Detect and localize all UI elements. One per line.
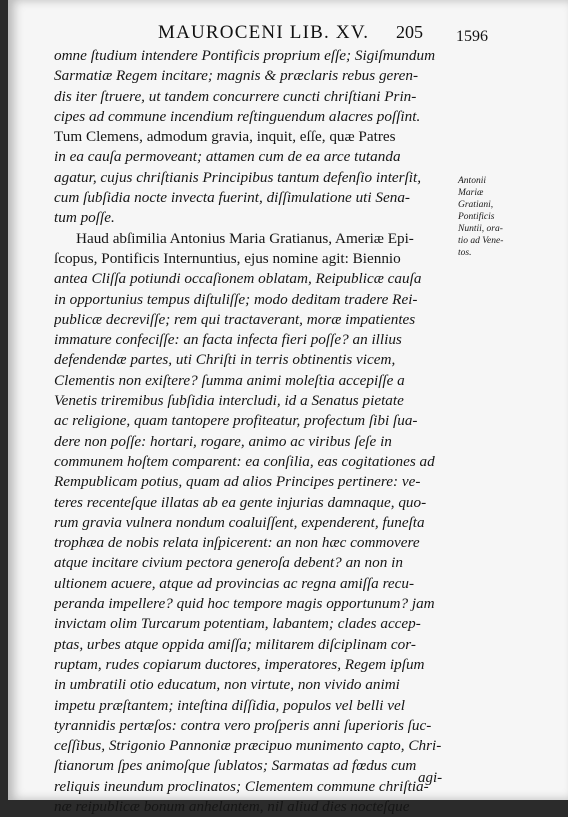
book-page bbox=[8, 0, 568, 815]
text-line: teres recenteſque illatas ab ea gente injurias damnaque, quo- bbox=[54, 493, 427, 511]
text-line: dis iter ſtruere, ut tandem concurrere cuncti chriſtiani Prin- bbox=[54, 87, 417, 105]
text-line: peranda impellere? quid hoc tempore magis opportunum? jam bbox=[54, 595, 435, 613]
text-line: tum poſſe. bbox=[54, 209, 115, 227]
text-line: ac religione, quam tantopere profiteatur, profectum ſibi ſua- bbox=[54, 412, 418, 430]
text-line: omne ſtudium intendere Pontificis proprium eſſe; Sigiſmundum bbox=[54, 47, 436, 64]
text-line: in opportunius tempus diſtuliſſe; modo deditam tradere Rei- bbox=[54, 290, 418, 308]
text-line: agatur, cujus chriſtianis Principibus tantum defenſio interſit, bbox=[54, 168, 422, 186]
text-line: trophæa de nobis relata inſpicerent: an non hæc commovere bbox=[54, 534, 420, 552]
catchword: agi- bbox=[418, 770, 443, 786]
margin-note-line: Nuntii, ora- bbox=[458, 224, 503, 234]
text-line: dere non poſſe: hortari, rogare, animo ac viribus ſeſe in bbox=[54, 432, 392, 450]
text-line: defendendæ partes, uti Chriſti in terris obtinentis vicem, bbox=[54, 351, 396, 369]
margin-note-line: tio ad Vene- bbox=[458, 236, 504, 246]
text-line: Tum Clemens, admodum gravia, inquit, eſſe, quæ Patres bbox=[54, 128, 396, 146]
text-line: atque incitare civium pectora generoſa debent? an non in bbox=[54, 554, 403, 572]
text-line: in umbratili otio educatum, non virtute, non vivido animi bbox=[54, 676, 400, 694]
running-head: MAUROCENI LIB. XV. bbox=[158, 22, 370, 43]
text-line: impetu præſtantem; inteſtina diſſidia, populos vel belli vel bbox=[54, 696, 405, 714]
text-line: rum gravia vulnera nondum coaluiſſent, expenderent, funeſta bbox=[54, 513, 425, 531]
text-line: ptas, urbes atque oppida amiſſa; militarem diſciplinam cor- bbox=[54, 635, 416, 653]
text-line: communem hoſtem comparent: ea conſilia, eas cogitationes ad bbox=[54, 452, 435, 470]
text-line: antea Cliſſa potiundi occaſionem oblatam, Reipublicæ cauſa bbox=[54, 270, 422, 288]
text-line: ruptam, rudes copiarum ductores, imperatores, Regem ipſum bbox=[54, 655, 425, 673]
text-line: Sarmatiæ Regem incitare; magnis & præclaris rebus geren- bbox=[54, 67, 419, 85]
text-line: Haud abſimilia Antonius Maria Gratianus, Ameriæ Epi- bbox=[76, 229, 414, 247]
text-line: ſcopus, Pontificis Internuntius, ejus nomine agit: Biennio bbox=[54, 249, 401, 267]
margin-note-line: Mariæ bbox=[458, 188, 484, 198]
margin-note bbox=[458, 175, 528, 259]
text-line: næ reipublicæ bonum anhelantem, nil aliud dies nocteſque bbox=[54, 797, 410, 815]
margin-note-line: tos. bbox=[458, 248, 472, 258]
margin-note-line: Gratiani, bbox=[458, 200, 494, 210]
main-text-block bbox=[54, 46, 452, 817]
text-line: immature confeciſſe: an facta infecta fieri poſſe? an illius bbox=[54, 331, 402, 349]
text-line: ſtianorum ſpes animoſque ſublatos; Sarmatas ad fœdus cum bbox=[54, 757, 417, 775]
text-line: Venetis triremibus ſubſidia intercludi, id a Senatus pietate bbox=[54, 392, 404, 410]
text-line: cipes ad commune incendium reſtinguendum alacres poſſint. bbox=[54, 107, 421, 125]
margin-note-line: Antonii bbox=[458, 176, 486, 186]
text-line: ultionem acuere, atque ad provincias ac regna amiſſa recu- bbox=[54, 574, 415, 592]
text-line: reliquis ineundum proclinatos; Clementem commune chriſtia- bbox=[54, 777, 429, 795]
text-line: in ea cauſa permoveant; attamen cum de ea arce tutanda bbox=[54, 148, 401, 166]
page-number: 205 bbox=[396, 22, 423, 42]
text-line: cum ſubſidia nocte invecta fuerint, diſſimulatione uti Sena- bbox=[54, 189, 410, 207]
text-line: publicæ decreviſſe; rem qui tractaverant, moræ impatientes bbox=[54, 310, 416, 328]
margin-year: 1596 bbox=[456, 28, 488, 45]
text-line: Clementis non exiſtere? ſumma animi moleſtia accepiſſe a bbox=[54, 371, 405, 389]
text-line: tyrannidis pertæſos: contra vero proſperis anni ſuperioris ſuc- bbox=[54, 716, 432, 734]
text-line: ceſſibus, Strigonio Pannoniæ præcipuo munimento capto, Chri- bbox=[54, 737, 442, 755]
text-line: invictam olim Turcarum potentiam, labantem; clades accep- bbox=[54, 615, 421, 633]
margin-note-line: Pontificis bbox=[458, 212, 495, 222]
text-line: Rempublicam potius, quam ad alios Principes pertinere: ve- bbox=[54, 473, 421, 491]
